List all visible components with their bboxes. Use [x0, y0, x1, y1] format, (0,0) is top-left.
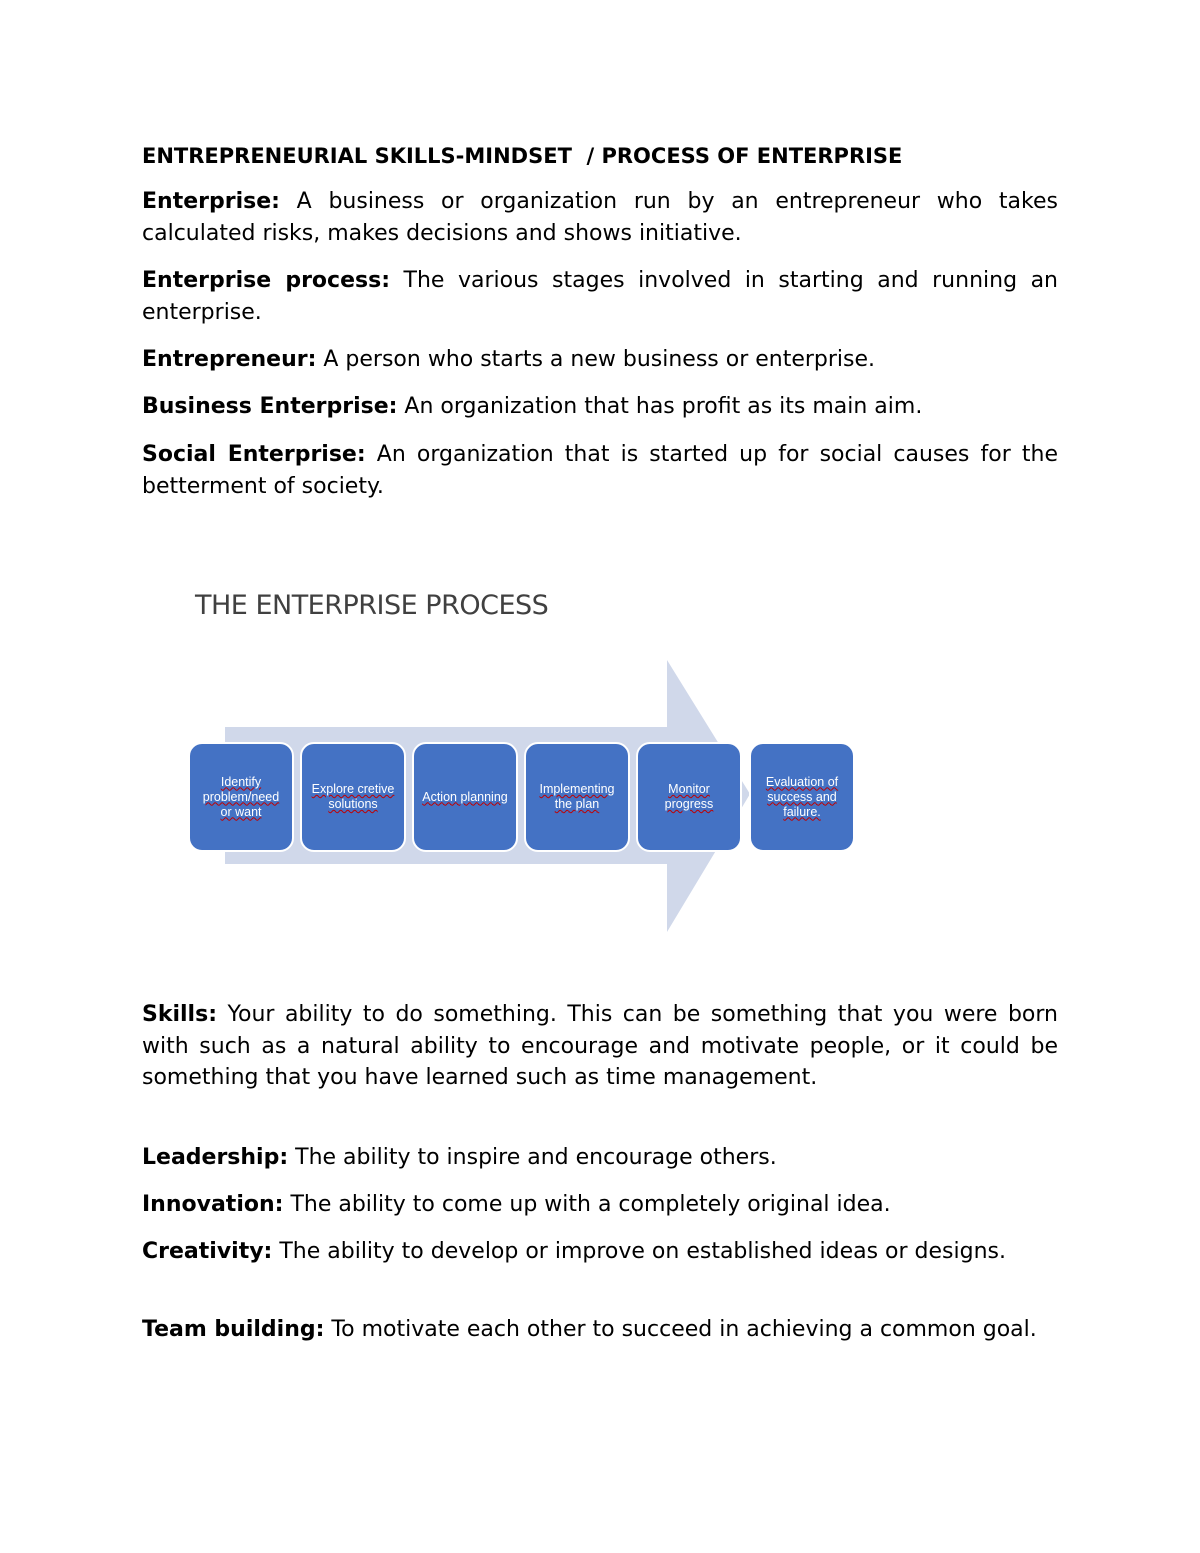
definition-term: Social Enterprise: [142, 442, 366, 467]
process-step-5: Monitor progress [636, 742, 742, 852]
definition-text: A business or organization run by an entrepreneur who takes calculated risks, makes decisions and shows initiative. [142, 189, 1058, 246]
process-step-6: Evaluation of success and failure. [749, 742, 855, 852]
skill-text: The ability to inspire and encourage others. [288, 1145, 777, 1170]
process-step-1: Identify problem/need or want [188, 742, 294, 852]
skill-definition-leadership [142, 1142, 1058, 1174]
definition-entrepreneur [142, 344, 1058, 376]
skill-definition-skills [142, 999, 1058, 1094]
definition-term: Business Enterprise: [142, 394, 398, 419]
skill-definition-team-building [142, 1314, 1058, 1346]
skill-term: Creativity: [142, 1239, 273, 1264]
enterprise-process-diagram [185, 582, 865, 942]
process-step-2: Explore cretive solutions [300, 742, 406, 852]
skill-text: The ability to develop or improve on established ideas or designs. [272, 1239, 1006, 1264]
definition-term: Enterprise process: [142, 268, 390, 293]
process-step-3: Action planning [412, 742, 518, 852]
definition-term: Enterprise: [142, 189, 280, 214]
skill-term: Innovation: [142, 1192, 284, 1217]
skill-term: Skills: [142, 1002, 217, 1027]
skill-definition-creativity [142, 1236, 1058, 1268]
definition-enterprise-process [142, 265, 1058, 328]
definition-text: An organization that has profit as its main aim. [397, 394, 923, 419]
process-step-4: Implementing the plan [524, 742, 630, 852]
skill-text: The ability to come up with a completely original idea. [283, 1192, 891, 1217]
definition-enterprise [142, 186, 1058, 249]
skill-term: Team building: [142, 1317, 325, 1342]
definition-term: Entrepreneur: [142, 347, 317, 372]
skill-term: Leadership: [142, 1145, 289, 1170]
skill-definition-innovation [142, 1189, 1058, 1221]
page-heading: ENTREPRENEURIAL SKILLS-MINDSET / PROCESS OF ENTERPRISE [142, 144, 903, 168]
diagram-title: THE ENTERPRISE PROCESS [195, 590, 549, 621]
skill-text: Your ability to do something. This can be something that you were born with such as a natural ability to encourage and motivate people, or it could be something that you have learned such as time management. [142, 1002, 1058, 1090]
skill-text: To motivate each other to succeed in achieving a common goal. [324, 1317, 1037, 1342]
definition-text: A person who starts a new business or enterprise. [316, 347, 876, 372]
definition-business-enterprise [142, 391, 1058, 423]
definition-social-enterprise [142, 439, 1058, 502]
definition-text: The various stages involved in starting and running an enterprise. [142, 268, 1058, 325]
definition-text: An organization that is started up for social causes for the betterment of society. [142, 442, 1058, 499]
